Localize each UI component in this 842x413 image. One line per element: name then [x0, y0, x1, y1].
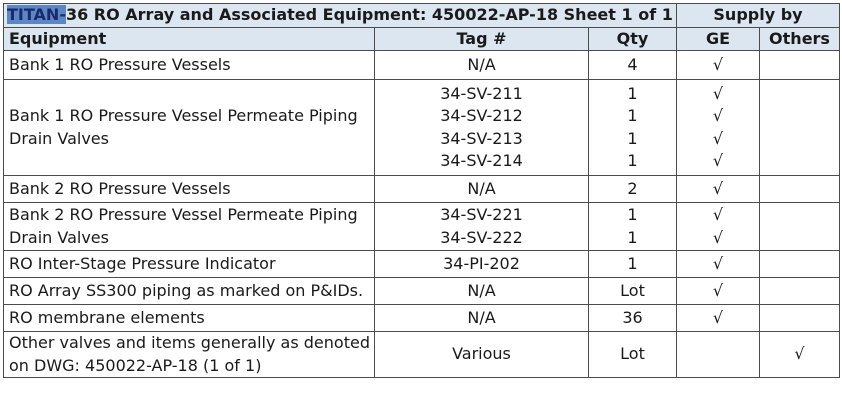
title-row	[4, 4, 840, 28]
col-ge-header: GE	[677, 27, 760, 51]
cell-equipment	[4, 51, 375, 80]
cell-tag	[375, 176, 589, 203]
cell-line: Drain Valves	[9, 227, 109, 247]
cell-line: Bank 1 RO Pressure Vessel Permeate Piping	[9, 106, 358, 125]
cell-line: 34-SV-222	[440, 227, 523, 247]
cell-others	[760, 203, 840, 251]
cell-line: 4	[627, 54, 638, 74]
check-mark: √	[712, 106, 724, 125]
cell-equipment	[4, 251, 375, 278]
col-equipment-header: Equipment	[4, 27, 375, 51]
cell-tag	[375, 305, 589, 332]
cell-others	[760, 332, 840, 378]
check-mark: √	[712, 128, 724, 148]
cell-line: 34-PI-202	[443, 253, 520, 273]
cell-line: 1	[627, 205, 638, 224]
cell-tag	[375, 332, 589, 378]
cell-qty	[589, 251, 677, 278]
cell-others	[760, 251, 840, 278]
table-row	[4, 305, 840, 332]
cell-line: RO Inter-Stage Pressure Indicator	[9, 253, 276, 273]
check-mark: √	[712, 280, 724, 300]
cell-line: 1	[627, 253, 638, 273]
check-mark: √	[712, 253, 724, 273]
cell-others	[760, 305, 840, 332]
cell-line: 1	[627, 128, 638, 148]
cell-line: Bank 1 RO Pressure Vessels	[9, 54, 231, 74]
check-mark: √	[712, 205, 724, 224]
cell-ge	[677, 305, 760, 332]
cell-line: Drain Valves	[9, 128, 109, 148]
cell-others	[760, 80, 840, 176]
cell-line: Lot	[620, 280, 645, 300]
supply-by-header: Supply by	[677, 4, 840, 28]
cell-tag	[375, 80, 589, 176]
cell-line: 34-SV-211	[440, 83, 523, 103]
cell-line: N/A	[467, 280, 496, 300]
cell-equipment	[4, 80, 375, 176]
cell-line: Bank 2 RO Pressure Vessels	[9, 178, 231, 198]
table-row	[4, 51, 840, 80]
cell-qty	[589, 203, 677, 251]
cell-tag	[375, 251, 589, 278]
cell-equipment	[4, 305, 375, 332]
cell-qty	[589, 305, 677, 332]
cell-others	[760, 176, 840, 203]
cell-line: RO Array SS300 piping as marked on P&IDs.	[9, 280, 364, 300]
cell-line: Other valves and items generally as denoted	[9, 333, 370, 352]
cell-line: 34-SV-214	[440, 151, 523, 170]
table-row	[4, 80, 840, 176]
cell-line: Lot	[620, 344, 645, 364]
cell-line: N/A	[467, 178, 496, 198]
cell-qty	[589, 176, 677, 203]
check-mark: √	[712, 151, 724, 170]
cell-equipment	[4, 176, 375, 203]
equipment-table	[3, 3, 840, 378]
cell-line: N/A	[467, 54, 496, 74]
table-row	[4, 332, 840, 378]
check-mark: √	[712, 227, 724, 247]
check-mark: √	[712, 307, 724, 327]
cell-tag	[375, 278, 589, 305]
col-others-header: Others	[760, 27, 840, 51]
table-row	[4, 251, 840, 278]
cell-ge	[677, 251, 760, 278]
cell-line: 1	[627, 83, 638, 103]
check-mark: √	[794, 344, 805, 364]
check-mark: √	[712, 178, 724, 198]
cell-others	[760, 278, 840, 305]
table-row	[4, 203, 840, 251]
cell-ge	[677, 278, 760, 305]
col-tag-header: Tag #	[375, 27, 589, 51]
cell-others	[760, 51, 840, 80]
title-text: 36 RO Array and Associated Equipment: 450022-AP-18 Sheet 1 of 1	[65, 5, 673, 24]
cell-line: 1	[627, 227, 638, 247]
col-qty-header: Qty	[589, 27, 677, 51]
cell-qty	[589, 278, 677, 305]
sheet-title	[4, 4, 677, 28]
cell-ge	[677, 176, 760, 203]
cell-ge	[677, 80, 760, 176]
cell-equipment	[4, 332, 375, 378]
title-highlight[interactable]: TITAN-	[7, 5, 66, 24]
column-header-row	[4, 27, 840, 51]
cell-line: 1	[627, 106, 638, 125]
cell-line: Various	[452, 344, 511, 364]
cell-qty	[589, 80, 677, 176]
cell-qty	[589, 332, 677, 378]
cell-tag	[375, 203, 589, 251]
check-mark: √	[712, 54, 724, 74]
cell-ge	[677, 332, 760, 378]
cell-equipment	[4, 278, 375, 305]
cell-line: RO membrane elements	[9, 307, 205, 327]
cell-ge	[677, 203, 760, 251]
cell-equipment	[4, 203, 375, 251]
cell-line: 34-SV-221	[440, 205, 523, 224]
cell-ge	[677, 51, 760, 80]
cell-line: 34-SV-212	[440, 106, 523, 125]
cell-line: 2	[627, 178, 638, 198]
check-mark: √	[712, 83, 724, 103]
cell-tag	[375, 51, 589, 80]
cell-line: N/A	[467, 307, 496, 327]
cell-line: 36	[622, 307, 643, 327]
cell-line: on DWG: 450022-AP-18 (1 of 1)	[9, 355, 262, 375]
cell-line: Bank 2 RO Pressure Vessel Permeate Piping	[9, 205, 358, 224]
table-row	[4, 176, 840, 203]
cell-line: 34-SV-213	[440, 128, 523, 148]
cell-qty	[589, 51, 677, 80]
table-row	[4, 278, 840, 305]
cell-line: 1	[627, 151, 638, 170]
